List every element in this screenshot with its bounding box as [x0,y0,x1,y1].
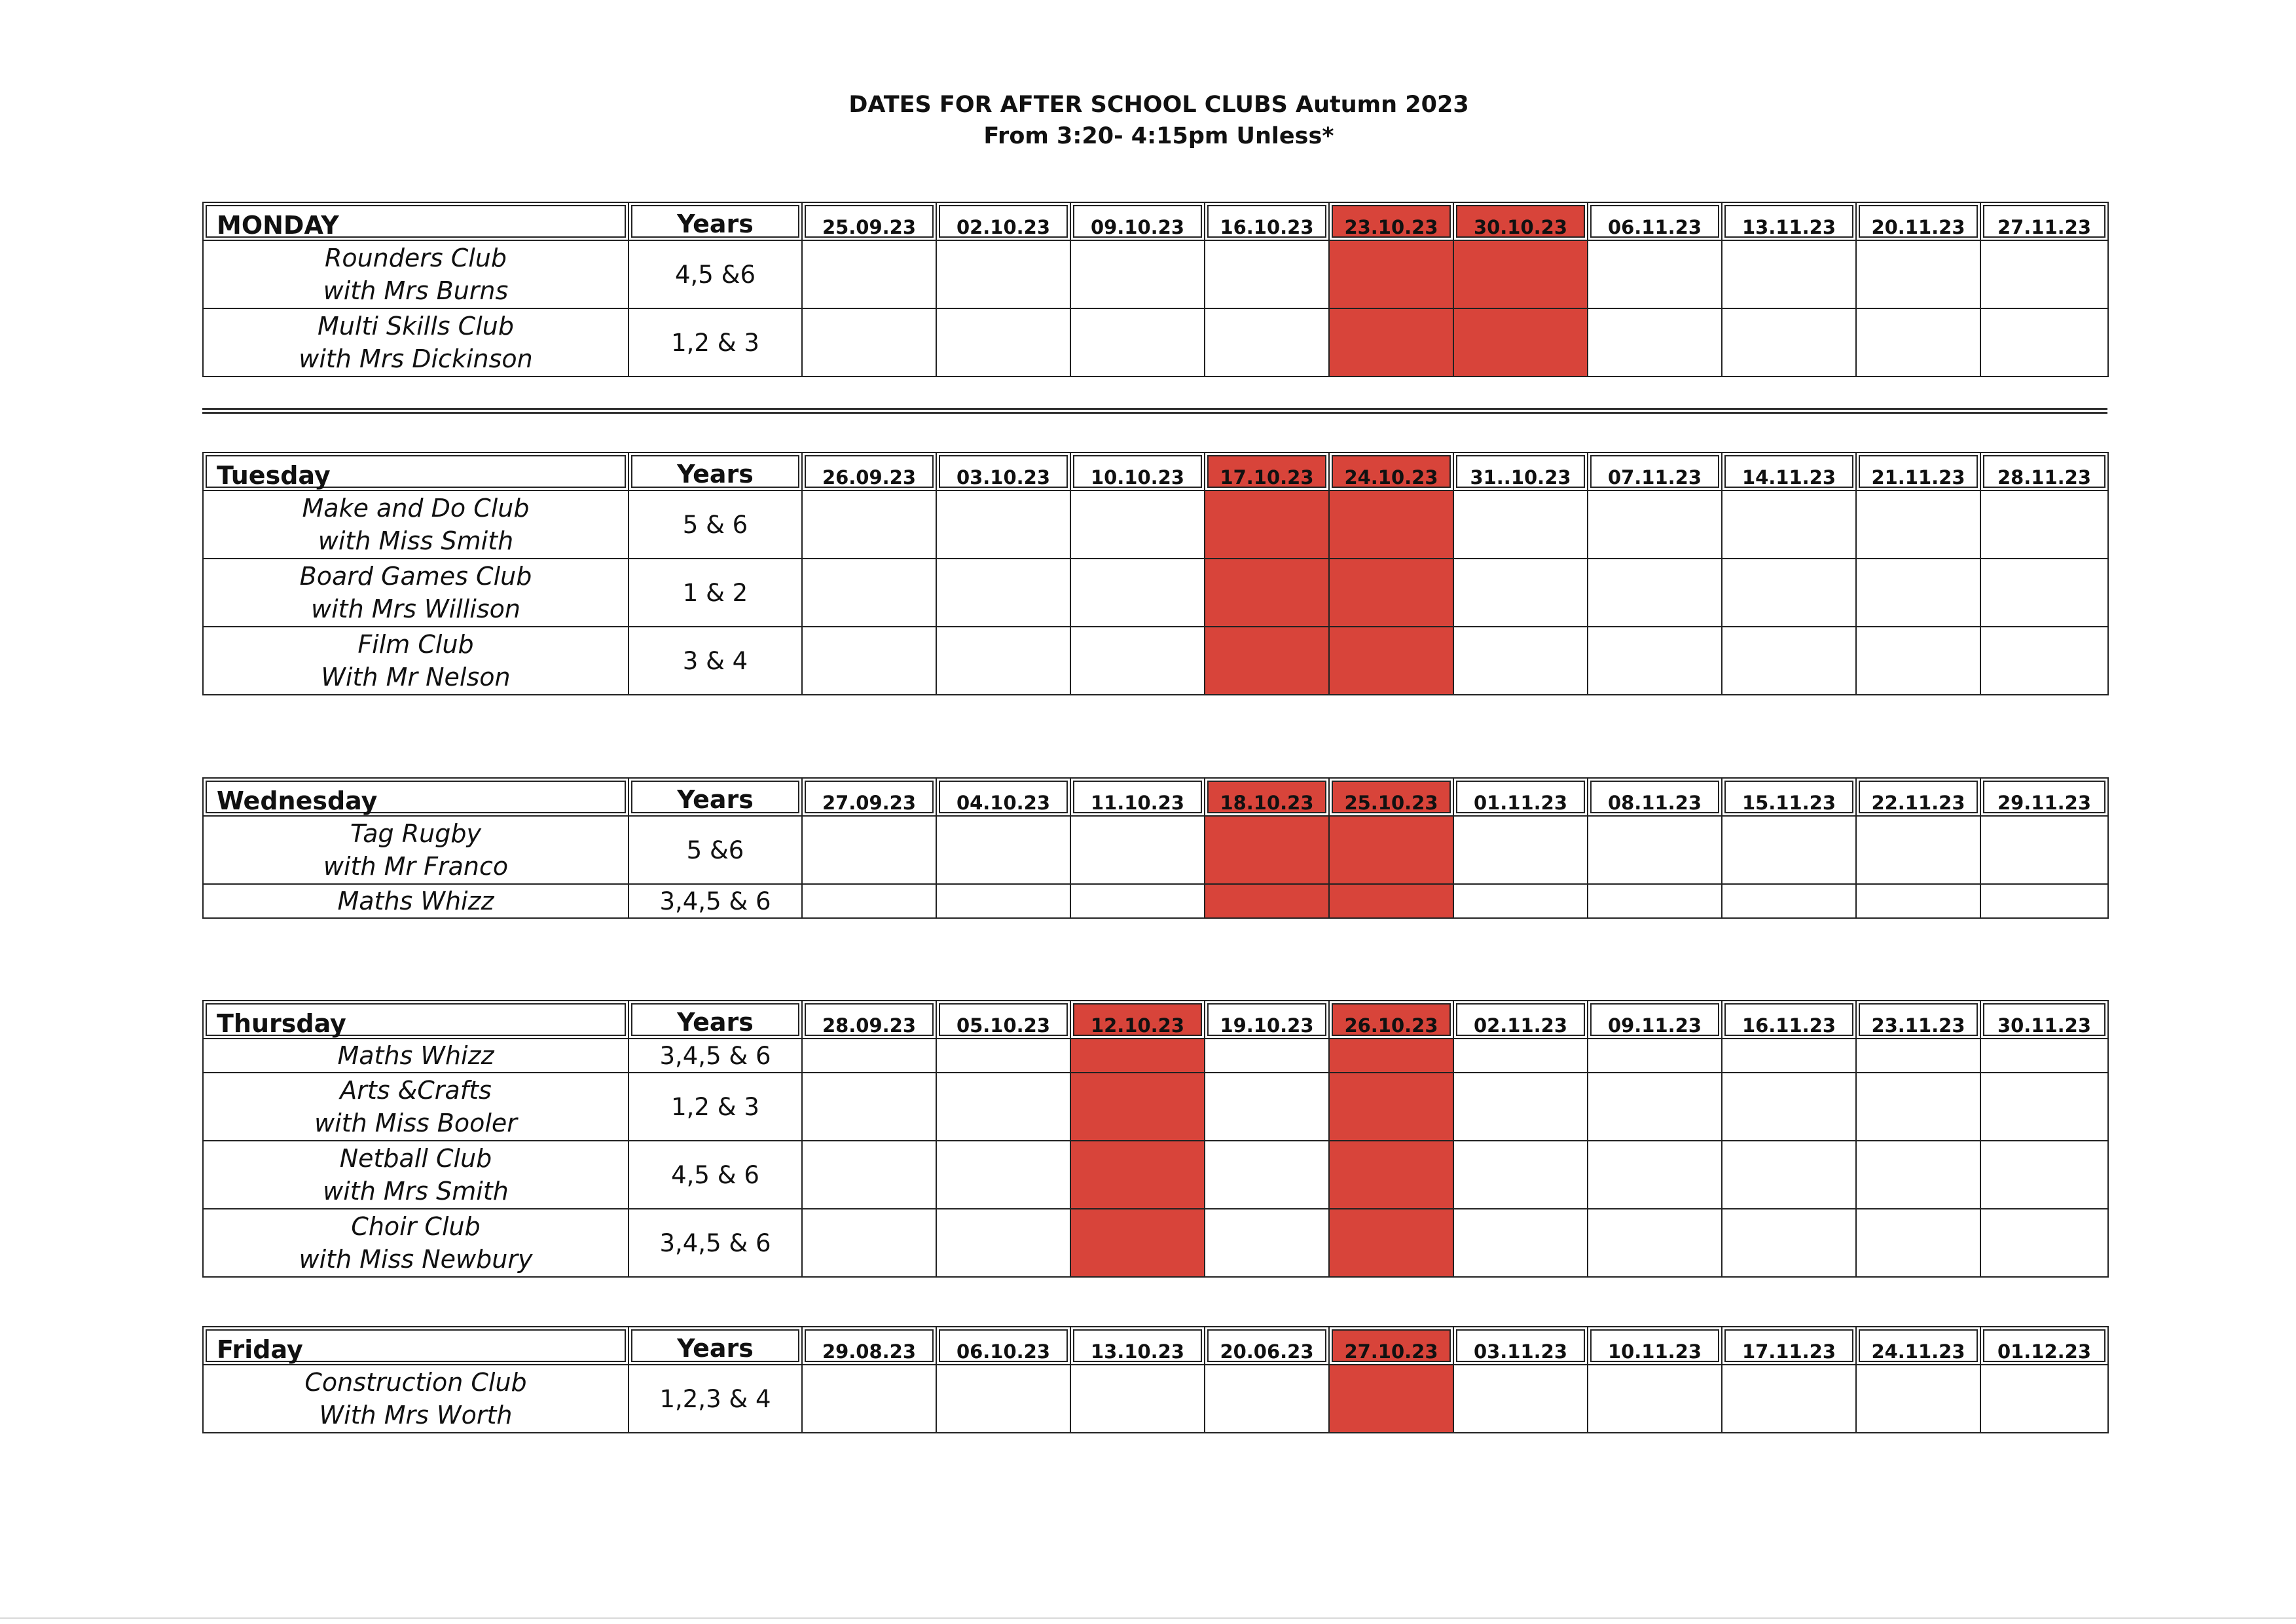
date-cell [1980,490,2108,559]
header-row [203,1327,2108,1365]
club-years: 3,4,5 & 6 [629,884,802,918]
closed-date-cell [1329,1365,1453,1433]
club-name: Tag Rugby [350,819,481,848]
date-cell [936,1209,1070,1277]
club-years: 1,2,3 & 4 [629,1365,802,1433]
date-header: 17.11.23 [1722,1327,1856,1365]
date-cell [1722,1073,1856,1141]
date-header: 07.11.23 [1588,452,1722,490]
date-cell [1722,1039,1856,1073]
date-cell [1980,816,2108,884]
club-teacher: With Mrs Worth [319,1401,513,1430]
club-name: Arts &Crafts [340,1076,492,1105]
date-cell [1856,1039,1980,1073]
club-row [203,240,2108,308]
club-name: Netball Club [339,1144,492,1173]
date-cell [1453,1209,1588,1277]
date-header: 09.11.23 [1588,1001,1722,1039]
club-row [203,308,2108,377]
closed-date-cell [1329,240,1453,308]
day-label: Wednesday [203,778,629,816]
date-header: 08.11.23 [1588,778,1722,816]
date-cell [1722,1365,1856,1433]
date-cell [1722,308,1856,377]
date-cell [1980,1039,2108,1073]
closed-date-cell [1205,490,1329,559]
date-cell [1453,816,1588,884]
date-header: 17.10.23 [1205,452,1329,490]
club-name-cell [203,559,629,627]
club-name: Board Games Club [299,562,532,591]
date-cell [802,816,936,884]
club-row [203,627,2108,695]
date-cell [1856,308,1980,377]
club-years: 5 & 6 [629,490,802,559]
club-years: 4,5 & 6 [629,1141,802,1209]
date-cell [1070,627,1205,695]
date-cell [1980,240,2108,308]
date-cell [1980,1209,2108,1277]
club-name: Construction Club [304,1368,527,1397]
club-row [203,1073,2108,1141]
date-header: 23.11.23 [1856,1001,1980,1039]
date-cell [1588,1209,1722,1277]
date-cell [802,1365,936,1433]
date-cell [1980,1073,2108,1141]
date-header: 25.10.23 [1329,778,1453,816]
date-cell [1070,816,1205,884]
club-row [203,1039,2108,1073]
date-header: 16.10.23 [1205,202,1329,240]
date-cell [1070,490,1205,559]
club-name-cell [203,627,629,695]
date-cell [1205,1039,1329,1073]
date-cell [936,1039,1070,1073]
date-header: 28.09.23 [802,1001,936,1039]
closed-date-cell [1329,490,1453,559]
schedule-table-tuesday [202,452,2109,695]
date-header: 09.10.23 [1070,202,1205,240]
date-cell [936,1141,1070,1209]
title-line-1: DATES FOR AFTER SCHOOL CLUBS Autumn 2023 [848,92,1469,118]
header-row [203,778,2108,816]
club-name-cell [203,1365,629,1433]
date-cell [1856,884,1980,918]
date-header: 04.10.23 [936,778,1070,816]
date-cell [1588,1365,1722,1433]
date-cell [1722,627,1856,695]
closed-date-cell [1070,1073,1205,1141]
date-cell [802,1073,936,1141]
date-header: 03.11.23 [1453,1327,1588,1365]
date-cell [802,1141,936,1209]
date-cell [1070,884,1205,918]
date-header: 29.11.23 [1980,778,2108,816]
club-years: 3,4,5 & 6 [629,1039,802,1073]
date-cell [1588,490,1722,559]
date-header: 10.11.23 [1588,1327,1722,1365]
date-header: 26.10.23 [1329,1001,1453,1039]
closed-date-cell [1329,1141,1453,1209]
club-name-cell [203,1073,629,1141]
date-cell [936,627,1070,695]
closed-date-cell [1329,816,1453,884]
closed-date-cell [1070,1209,1205,1277]
closed-date-cell [1329,308,1453,377]
date-cell [1856,1365,1980,1433]
date-header: 21.11.23 [1856,452,1980,490]
date-cell [1980,559,2108,627]
date-cell [1980,308,2108,377]
closed-date-cell [1453,308,1588,377]
club-row [203,1209,2108,1277]
club-name-cell [203,1039,629,1073]
club-name-cell [203,1209,629,1277]
club-teacher: with Miss Smith [318,526,514,555]
date-cell [1856,1141,1980,1209]
date-header: 27.11.23 [1980,202,2108,240]
club-teacher: with Mrs Willison [311,595,520,623]
club-name: Rounders Club [324,244,507,272]
closed-date-cell [1329,1073,1453,1141]
day-label: Tuesday [203,452,629,490]
date-cell [1722,884,1856,918]
club-name-cell [203,1141,629,1209]
club-name-cell [203,884,629,918]
date-header: 23.10.23 [1329,202,1453,240]
date-cell [802,627,936,695]
closed-date-cell [1070,1039,1205,1073]
club-years: 3,4,5 & 6 [629,1209,802,1277]
club-years: 1,2 & 3 [629,1073,802,1141]
date-cell [802,490,936,559]
date-cell [1588,627,1722,695]
date-header: 15.11.23 [1722,778,1856,816]
date-cell [1453,1039,1588,1073]
date-header: 30.10.23 [1453,202,1588,240]
date-header: 06.11.23 [1588,202,1722,240]
date-cell [802,1039,936,1073]
date-cell [1856,627,1980,695]
day-label: Friday [203,1327,629,1365]
club-name-cell [203,240,629,308]
schedule-table-thursday [202,1000,2109,1278]
date-cell [802,884,936,918]
date-cell [936,240,1070,308]
date-cell [1722,559,1856,627]
years-header: Years [629,1001,802,1039]
date-cell [1588,884,1722,918]
date-cell [1722,1141,1856,1209]
closed-date-cell [1205,884,1329,918]
date-cell [1453,1073,1588,1141]
club-row [203,816,2108,884]
date-header: 12.10.23 [1070,1001,1205,1039]
date-header: 13.10.23 [1070,1327,1205,1365]
date-cell [1722,1209,1856,1277]
day-label: MONDAY [203,202,629,240]
date-header: 06.10.23 [936,1327,1070,1365]
date-cell [1070,240,1205,308]
date-cell [1722,240,1856,308]
date-header: 02.11.23 [1453,1001,1588,1039]
date-cell [1453,1365,1588,1433]
date-cell [936,1073,1070,1141]
date-cell [936,490,1070,559]
date-cell [1453,1141,1588,1209]
date-cell [1722,490,1856,559]
double-divider [202,408,2107,414]
date-cell [1205,308,1329,377]
date-cell [1453,627,1588,695]
date-cell [1722,816,1856,884]
date-cell [936,884,1070,918]
club-name-cell [203,816,629,884]
date-header: 24.11.23 [1856,1327,1980,1365]
date-cell [1588,240,1722,308]
date-cell [1453,884,1588,918]
club-years: 4,5 &6 [629,240,802,308]
date-cell [936,816,1070,884]
date-cell [936,1365,1070,1433]
date-header: 05.10.23 [936,1001,1070,1039]
closed-date-cell [1205,816,1329,884]
date-cell [802,1209,936,1277]
date-header: 24.10.23 [1329,452,1453,490]
years-header: Years [629,452,802,490]
date-cell [1588,559,1722,627]
date-cell [1205,1209,1329,1277]
club-name: Make and Do Club [302,494,530,523]
schedule-table-friday [202,1326,2109,1433]
club-teacher: with Mrs Smith [323,1177,509,1206]
club-row [203,884,2108,918]
closed-date-cell [1070,1141,1205,1209]
date-header: 25.09.23 [802,202,936,240]
club-row [203,490,2108,559]
schedule-table-monday [202,202,2109,377]
club-years: 1,2 & 3 [629,308,802,377]
date-cell [1856,816,1980,884]
club-years: 1 & 2 [629,559,802,627]
club-row [203,559,2108,627]
date-cell [802,559,936,627]
date-header: 14.11.23 [1722,452,1856,490]
date-cell [1070,559,1205,627]
years-header: Years [629,202,802,240]
page-title [0,89,2296,152]
date-header: 27.09.23 [802,778,936,816]
date-header: 02.10.23 [936,202,1070,240]
page-edge-rule [0,1617,2296,1619]
date-cell [1070,308,1205,377]
date-cell [1980,627,2108,695]
date-cell [1980,884,2108,918]
schedule-table-wednesday [202,777,2109,919]
date-cell [1453,490,1588,559]
date-cell [1070,1365,1205,1433]
club-name: Maths Whizz [337,887,494,915]
date-cell [1980,1141,2108,1209]
closed-date-cell [1453,240,1588,308]
date-header: 10.10.23 [1070,452,1205,490]
club-teacher: with Miss Booler [314,1109,517,1137]
date-cell [802,308,936,377]
date-header: 28.11.23 [1980,452,2108,490]
date-cell [1205,1365,1329,1433]
club-teacher: With Mr Nelson [321,663,511,692]
club-row [203,1365,2108,1433]
date-header: 01.12.23 [1980,1327,2108,1365]
years-header: Years [629,778,802,816]
date-cell [1588,1141,1722,1209]
date-cell [1588,308,1722,377]
years-header: Years [629,1327,802,1365]
club-name-cell [203,308,629,377]
club-name: Maths Whizz [337,1041,494,1070]
date-header: 20.11.23 [1856,202,1980,240]
date-cell [1856,490,1980,559]
date-cell [1205,1073,1329,1141]
closed-date-cell [1205,627,1329,695]
date-cell [1856,559,1980,627]
date-header: 03.10.23 [936,452,1070,490]
closed-date-cell [1329,559,1453,627]
club-teacher: with Mrs Burns [323,276,509,305]
day-label: Thursday [203,1001,629,1039]
date-header: 16.11.23 [1722,1001,1856,1039]
date-header: 20.06.23 [1205,1327,1329,1365]
date-header: 13.11.23 [1722,202,1856,240]
club-name: Multi Skills Club [318,312,514,341]
club-years: 3 & 4 [629,627,802,695]
date-header: 19.10.23 [1205,1001,1329,1039]
date-cell [936,559,1070,627]
date-cell [802,240,936,308]
club-row [203,1141,2108,1209]
date-cell [1205,240,1329,308]
header-row [203,452,2108,490]
date-cell [1588,816,1722,884]
date-cell [1856,1073,1980,1141]
header-row [203,202,2108,240]
date-header: 26.09.23 [802,452,936,490]
date-header: 22.11.23 [1856,778,1980,816]
date-header: 29.08.23 [802,1327,936,1365]
club-years: 5 &6 [629,816,802,884]
header-row [203,1001,2108,1039]
closed-date-cell [1329,884,1453,918]
date-cell [1588,1039,1722,1073]
date-header: 27.10.23 [1329,1327,1453,1365]
date-cell [1205,1141,1329,1209]
date-cell [1856,240,1980,308]
date-header: 30.11.23 [1980,1001,2108,1039]
club-name: Choir Club [351,1212,481,1241]
closed-date-cell [1329,1039,1453,1073]
date-header: 18.10.23 [1205,778,1329,816]
club-teacher: with Mr Franco [323,852,509,881]
date-cell [1856,1209,1980,1277]
date-cell [1453,559,1588,627]
date-header: 01.11.23 [1453,778,1588,816]
closed-date-cell [1205,559,1329,627]
club-name: Film Club [357,630,474,659]
title-line-2: From 3:20- 4:15pm Unless* [983,123,1334,149]
date-header: 11.10.23 [1070,778,1205,816]
club-teacher: with Miss Newbury [299,1245,533,1274]
date-cell [1588,1073,1722,1141]
date-cell [1980,1365,2108,1433]
club-teacher: with Mrs Dickinson [299,344,533,373]
date-header: 31..10.23 [1453,452,1588,490]
club-name-cell [203,490,629,559]
closed-date-cell [1329,1209,1453,1277]
date-cell [936,308,1070,377]
closed-date-cell [1329,627,1453,695]
